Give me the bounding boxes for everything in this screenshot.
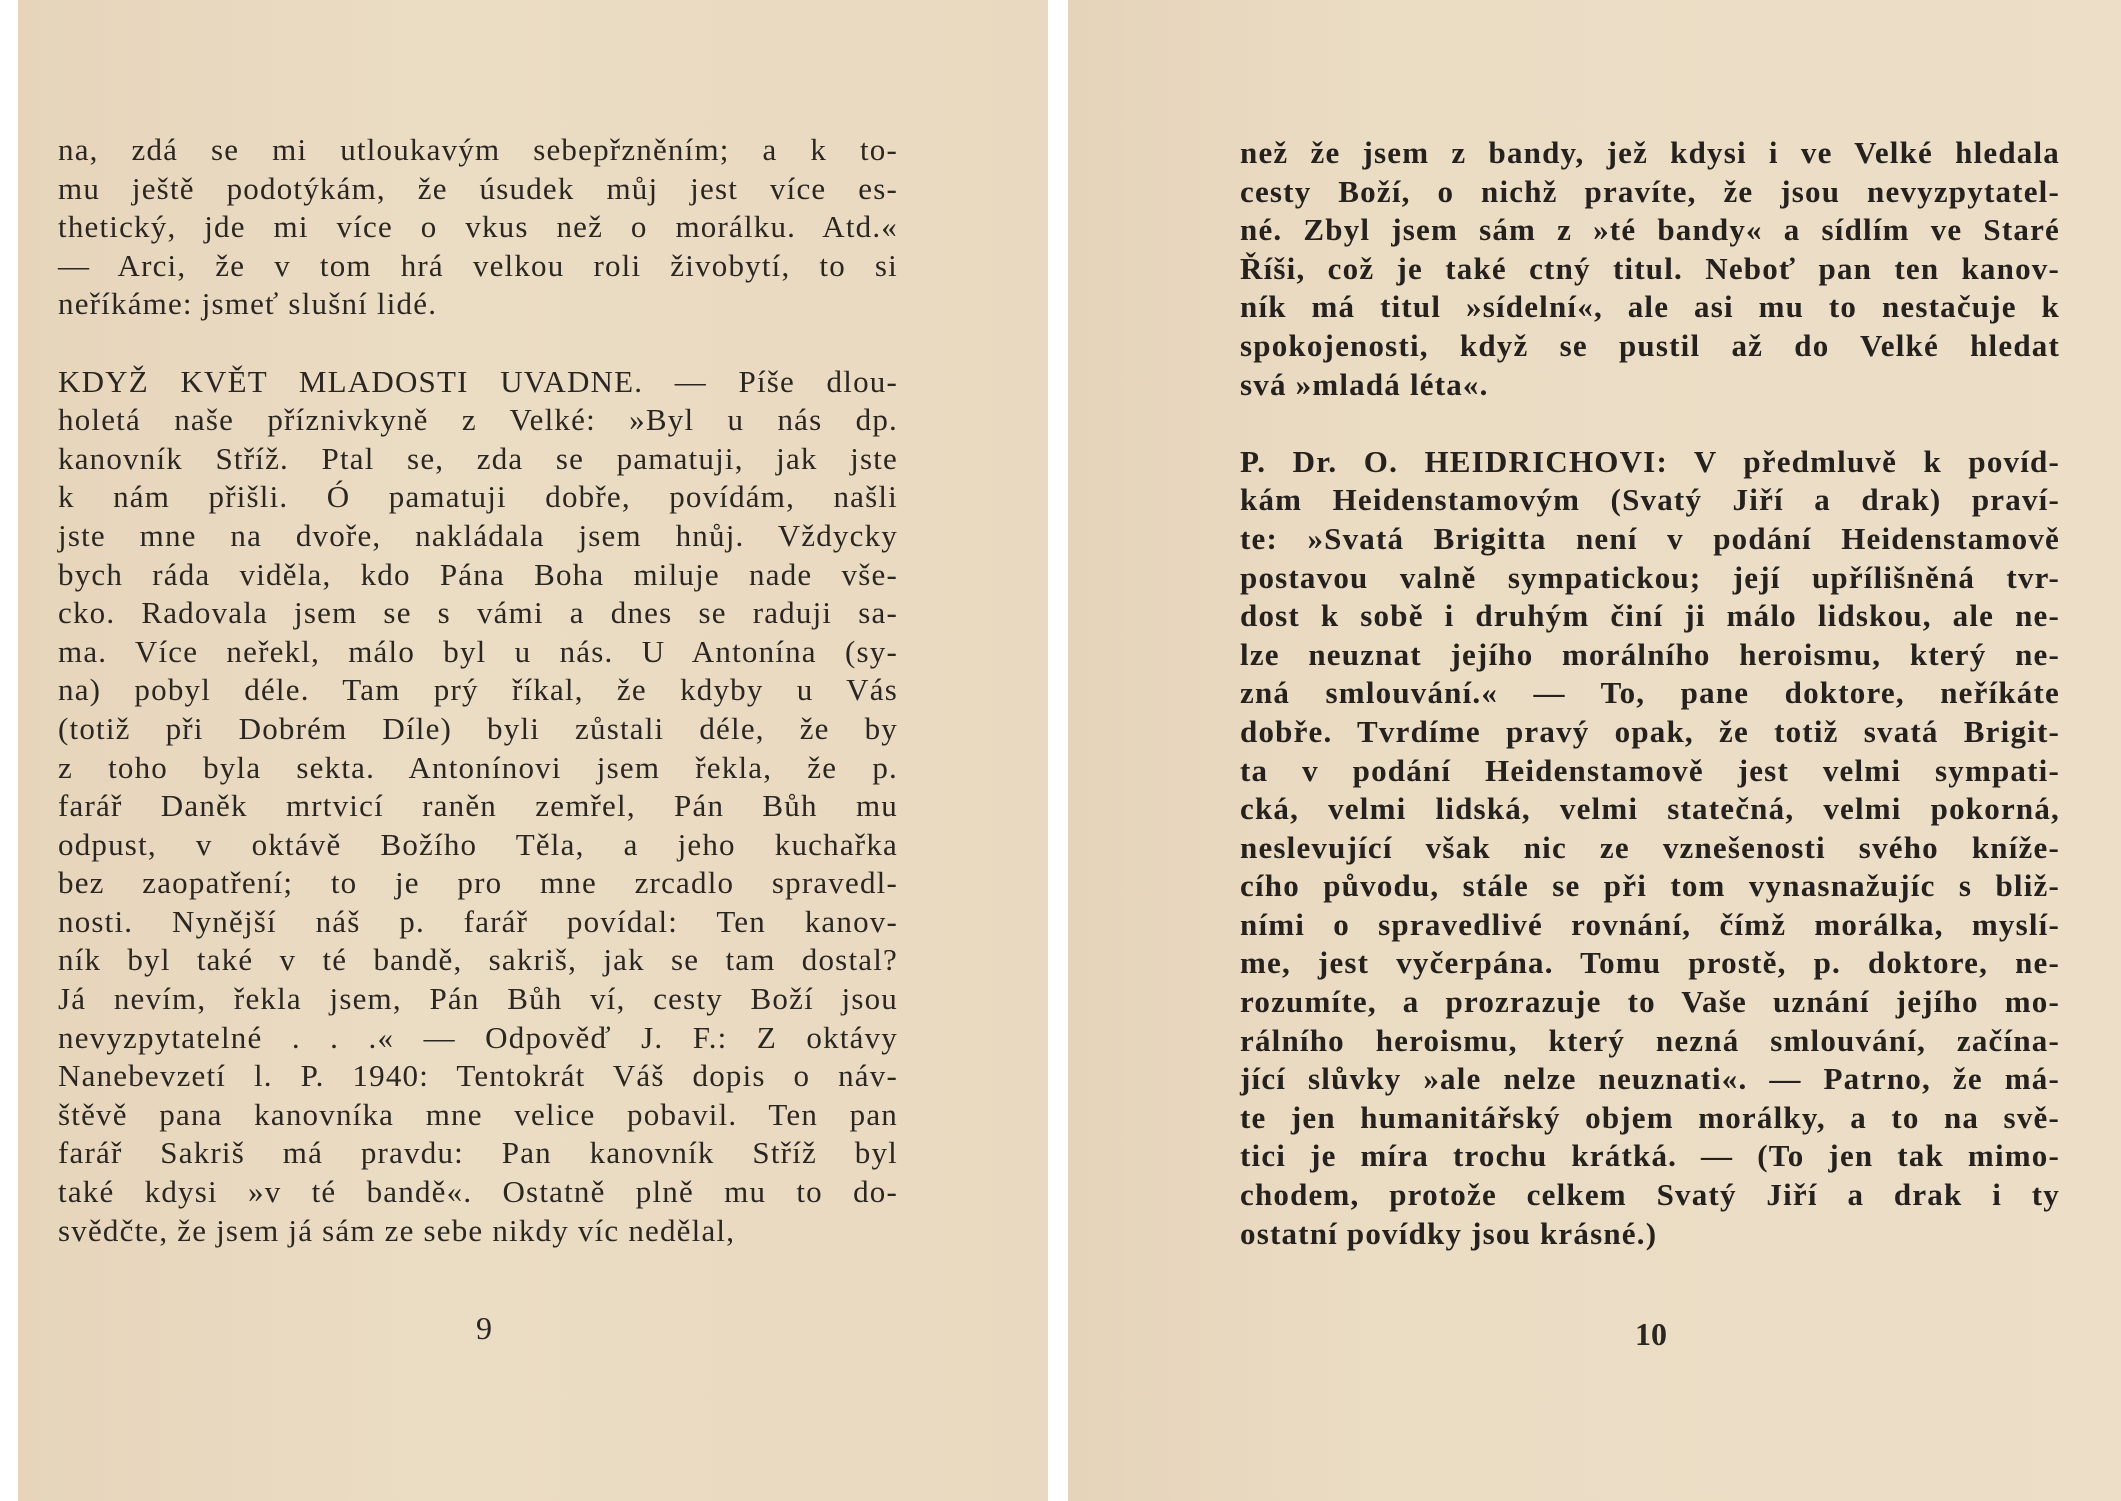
paragraph-gap <box>1240 404 2060 443</box>
text-line: te jen humanitářský objem morálky, a to na svě- <box>1240 1099 2060 1135</box>
text-line: dobře. Tvrdíme pravý opak, že totiž svatá Brigit- <box>1240 713 2060 749</box>
text-line: odpust, v oktávě Božího Těla, a jeho kuchařka <box>58 826 898 862</box>
text-line: kám Heidenstamovým (Svatý Jiří a drak) praví- <box>1240 482 2060 518</box>
text-line: cko. Radovala jsem se s vámi a dnes se raduji sa- <box>58 595 898 631</box>
text-line: zná smlouvání.« — To, pane doktore, neříkáte <box>1240 675 2060 711</box>
text-line: ník byl také v té bandě, sakriš, jak se tam dostal? <box>58 942 898 978</box>
text-line: postavou valně sympatickou; její upřílišněná tvr- <box>1240 559 2060 595</box>
text-line: farář Daněk mrtvicí raněn zemřel, Pán Bůh mu <box>58 788 898 824</box>
text-line: rozumíte, a prozrazuje to Vaše uznání jejího mo- <box>1240 984 2060 1020</box>
text-line: nosti. Nynější náš p. farář povídal: Ten kanov- <box>58 903 898 939</box>
text-line: né. Zbyl jsem sám z »té bandy« a sídlím ve Staré <box>1240 212 2060 248</box>
text-line: než že jsem z bandy, jež kdysi i ve Velké hledala <box>1240 135 2060 170</box>
text-line: jste mne na dvoře, nakládala jsem hnůj. Vždycky <box>58 517 898 553</box>
text-line: bych ráda viděla, kdo Pána Boha miluje nade vše- <box>58 556 898 592</box>
text-line: ostatní povídky jsou krásné.) <box>1240 1215 1658 1251</box>
text-line: cká, velmi lidská, velmi statečná, velmi pokorná, <box>1240 791 2060 827</box>
text-line: chodem, protože celkem Svatý Jiří a drak i ty <box>1240 1177 2060 1213</box>
page-number: 9 <box>476 1310 492 1346</box>
text-line: farář Sakriš má pravdu: Pan kanovník Stříž byl <box>58 1135 898 1171</box>
text-line: jící slůvky »ale nelze neuznati«. — Patrno, že má- <box>1240 1061 2060 1097</box>
text-line: svá »mladá léta«. <box>1240 366 1489 402</box>
text-line: cesty Boží, o nichž pravíte, že jsou nevyzpytatel- <box>1240 173 2060 209</box>
right-page-text <box>1240 134 2060 1253</box>
text-line: Nanebevzetí l. P. 1940: Tentokrát Váš dopis o náv- <box>58 1058 898 1094</box>
text-line: dost k sobě i druhým činí ji málo lidskou, ale ne- <box>1240 598 2060 634</box>
left-page <box>18 0 1048 1501</box>
left-page-text <box>58 131 898 1250</box>
text-line: také kdysi »v té bandě«. Ostatně plně mu to do- <box>58 1174 898 1210</box>
text-line: spokojenosti, když se pustil až do Velké hledat <box>1240 327 2060 363</box>
text-line: P. Dr. O. HEIDRICHOVI: V předmluvě k povíd- <box>1240 443 2060 479</box>
text-line: me, jest vyčerpána. Tomu prostě, p. doktore, ne- <box>1240 945 2060 981</box>
page-number: 10 <box>1635 1316 1667 1352</box>
text-line: z toho byla sekta. Antonínovi jsem řekla, že p. <box>58 749 898 785</box>
text-line: ník má titul »sídelní«, ale asi mu to nestačuje k <box>1240 289 2060 325</box>
text-line: thetický, jde mi více o vkus než o morálku. Atd.« <box>58 209 898 245</box>
text-line: na) pobyl déle. Tam prý říkal, že kdyby u Vás <box>58 672 898 708</box>
text-line: na, zdá se mi utloukavým sebepřzněním; a k to- <box>58 132 898 167</box>
text-line: neslevující však nic ze vznešenosti svého kníže- <box>1240 829 2060 865</box>
text-line: holetá naše příznivkyně z Velké: »Byl u nás dp. <box>58 402 898 438</box>
text-line: mu ještě podotýkám, že úsudek můj jest více es- <box>58 170 898 206</box>
text-line: nevyzpytatelné . . .« — Odpověď J. F.: Z oktávy <box>58 1019 898 1055</box>
text-line: lze neuznat jejího morálního heroismu, který ne- <box>1240 636 2060 672</box>
text-line: ními o spravedlivé rovnání, čímž morálka, myslí- <box>1240 906 2060 942</box>
text-line: k nám přišli. Ó pamatuji dobře, povídám, našli <box>58 479 898 515</box>
text-line: tici je míra trochu krátká. — (To jen tak mimo- <box>1240 1138 2060 1174</box>
text-line: ta v podání Heidenstamově jest velmi sympati- <box>1240 752 2060 788</box>
paragraph-gap <box>58 324 898 363</box>
text-line: (totiž při Dobrém Díle) byli zůstali déle, že by <box>58 710 898 746</box>
text-line: Já nevím, řekla jsem, Pán Bůh ví, cesty Boží jsou <box>58 981 898 1017</box>
text-line: neříkáme: jsmeť slušní lidé. <box>58 286 438 322</box>
right-page <box>1068 0 2121 1501</box>
text-line: bez zaopatření; to je pro mne zrcadlo spravedl- <box>58 865 898 901</box>
text-line: štěvě pana kanovníka mne velice pobavil. Ten pan <box>58 1096 898 1132</box>
text-line: cího původu, stále se při tom vynasnažujíc s bliž- <box>1240 868 2060 904</box>
text-line: Říši, což je také ctný titul. Neboť pan ten kanov- <box>1240 250 2060 286</box>
text-line: KDYŽ KVĚT MLADOSTI UVADNE. — Píše dlou- <box>58 363 898 399</box>
text-line: kanovník Stříž. Ptal se, zda se pamatuji, jak jste <box>58 440 898 476</box>
text-line: svědčte, že jsem já sám ze sebe nikdy víc nedělal, <box>58 1212 736 1248</box>
text-line: ma. Více neřekl, málo byl u nás. U Antonína (sy- <box>58 633 898 669</box>
text-line: — Arci, že v tom hrá velkou roli živobytí, to si <box>58 247 898 283</box>
text-line: te: »Svatá Brigitta není v podání Heidenstamově <box>1240 520 2060 556</box>
text-line: rálního heroismu, který nezná smlouvání, začína- <box>1240 1022 2060 1058</box>
